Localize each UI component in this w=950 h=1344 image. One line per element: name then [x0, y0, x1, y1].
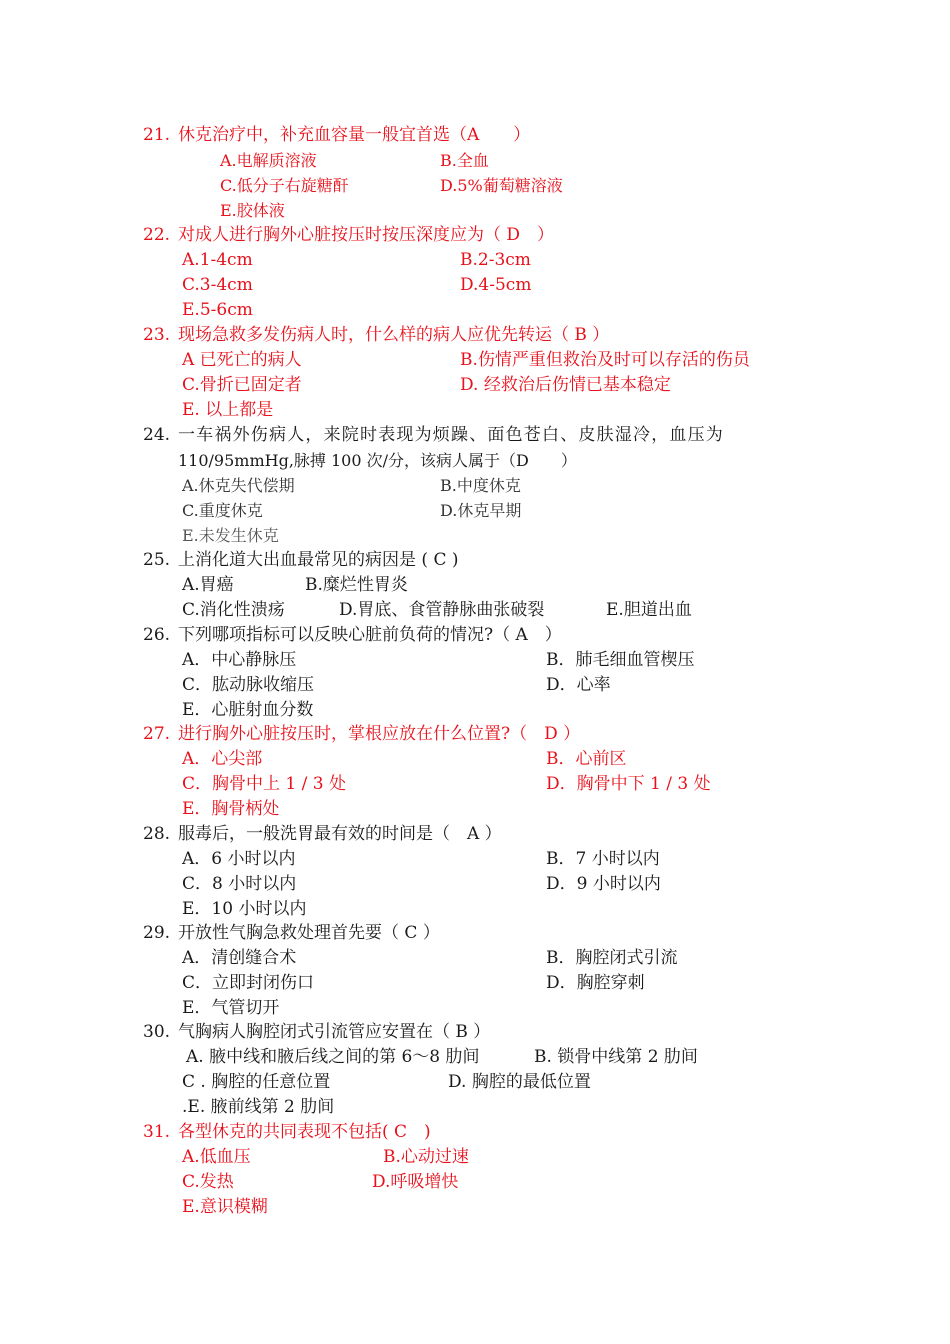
option-d: D.胃底、食管静脉曲张破裂 — [339, 600, 545, 620]
option-b: B.伤情严重但救治及时可以存活的伤员 — [460, 350, 750, 370]
option-a: A．6 小时以内 — [182, 849, 296, 869]
question-26 — [143, 623, 823, 723]
question-25 — [143, 548, 823, 623]
question-stem: 各型休克的共同表现不包括( C ) — [178, 1122, 431, 1142]
option-b: B. 锁骨中线第 2 肋间 — [534, 1047, 698, 1067]
option-b: B.糜烂性胃炎 — [305, 575, 408, 595]
question-number: 25. — [143, 550, 171, 570]
option-e: E．气管切开 — [182, 998, 280, 1018]
option-b: B.2-3cm — [460, 250, 531, 270]
option-a: A．清创缝合术 — [182, 948, 297, 968]
question-stem: 进行胸外心脏按压时，掌根应放在什么位置?（ D ） — [178, 724, 581, 744]
option-c: C．8 小时以内 — [182, 874, 297, 894]
question-stem: 服毒后，一般洗胃最有效的时间是（ A ） — [178, 824, 502, 844]
question-22 — [143, 223, 823, 323]
question-stem: 气胸病人胸腔闭式引流管应安置在（ B ） — [178, 1022, 491, 1042]
question-stem: 开放性气胸急救处理首先要（ C ） — [178, 923, 440, 943]
question-29 — [143, 921, 823, 1021]
question-number: 29. — [143, 923, 171, 943]
option-a: A. 腋中线和腋后线之间的第 6～8 肋间 — [186, 1047, 480, 1067]
option-a: A．中心静脉压 — [182, 650, 297, 670]
question-30 — [143, 1020, 823, 1120]
option-e: E．胸骨柄处 — [182, 799, 280, 819]
question-31 — [143, 1120, 823, 1220]
option-c: C．肱动脉收缩压 — [182, 675, 315, 695]
option-d: D．胸骨中下 1 / 3 处 — [546, 774, 711, 794]
option-d: D．9 小时以内 — [546, 874, 661, 894]
option-c: C.骨折已固定者 — [182, 375, 302, 395]
question-number: 31. — [143, 1122, 171, 1142]
option-c: C.消化性溃疡 — [182, 600, 285, 620]
option-a: A.胃癌 — [182, 575, 234, 595]
question-28 — [143, 822, 823, 922]
option-d: D.呼吸增快 — [372, 1172, 459, 1192]
option-c: C.低分子右旋糖酐 — [220, 176, 349, 195]
question-27 — [143, 722, 823, 822]
option-e: E．心脏射血分数 — [182, 700, 314, 720]
option-b: B.中度休克 — [440, 476, 521, 495]
question-21 — [143, 123, 823, 223]
option-b: B．7 小时以内 — [546, 849, 660, 869]
option-e: E.5-6cm — [182, 300, 253, 320]
option-b: B.心动过速 — [383, 1147, 469, 1167]
option-b: B．胸腔闭式引流 — [546, 948, 678, 968]
option-d: D. 胸腔的最低位置 — [448, 1072, 591, 1092]
option-b: B．肺毛细血管楔压 — [546, 650, 695, 670]
question-number: 22. — [143, 225, 171, 245]
question-stem: 下列哪项指标可以反映心脏前负荷的情况?（ A ） — [178, 625, 562, 645]
question-24 — [143, 423, 823, 548]
option-a: A.低血压 — [182, 1147, 251, 1167]
question-number: 27. — [143, 724, 171, 744]
option-e: E. 以上都是 — [182, 400, 274, 420]
option-e: .E. 腋前线第 2 肋间 — [182, 1097, 335, 1117]
option-d: D. 经救治后伤情已基本稳定 — [460, 375, 671, 395]
question-number: 21. — [143, 125, 171, 145]
option-e: E.未发生休克 — [182, 526, 279, 545]
option-d: D．胸腔穿刺 — [546, 973, 645, 993]
question-23 — [143, 323, 823, 423]
option-e: E.胆道出血 — [606, 600, 692, 620]
option-e: E.胶体液 — [220, 201, 285, 220]
question-stem: 现场急救多发伤病人时，什么样的病人应优先转运（ B ） — [178, 325, 610, 345]
option-c: C.重度休克 — [182, 501, 263, 520]
option-d: D.4-5cm — [460, 275, 532, 295]
question-number: 24. — [143, 425, 171, 445]
question-stem: 休克治疗中，补充血容量一般宜首选（A ） — [178, 125, 531, 145]
question-stem: 一车祸外伤病人，来院时表现为烦躁、面色苍白、皮肤湿冷，血压为 — [178, 425, 724, 445]
option-c: C.3-4cm — [182, 275, 253, 295]
question-stem: 上消化道大出血最常见的病因是 ( C ) — [178, 550, 459, 570]
option-b: B.全血 — [440, 151, 489, 170]
option-a: A 已死亡的病人 — [182, 350, 302, 370]
question-stem: 对成人进行胸外心脏按压时按压深度应为（ D ） — [178, 225, 555, 245]
option-c: C．胸骨中上 1 / 3 处 — [182, 774, 346, 794]
option-b: B．心前区 — [546, 749, 627, 769]
option-c: C．立即封闭伤口 — [182, 973, 315, 993]
option-e: E.意识模糊 — [182, 1197, 268, 1217]
option-a: A．心尖部 — [182, 749, 263, 769]
question-number: 23. — [143, 325, 171, 345]
question-number: 28. — [143, 824, 171, 844]
option-d: D．心率 — [546, 675, 611, 695]
question-stem-continued: 110/95mmHg,脉搏 100 次/分，该病人属于（D ） — [178, 451, 577, 470]
option-a: A.休克失代偿期 — [182, 476, 295, 495]
option-d: D.5%葡萄糖溶液 — [440, 176, 563, 195]
option-a: A.电解质溶液 — [220, 151, 317, 170]
question-number: 26. — [143, 625, 171, 645]
option-c: C . 胸腔的任意位置 — [182, 1072, 331, 1092]
option-a: A.1-4cm — [182, 250, 253, 270]
option-e: E．10 小时以内 — [182, 899, 307, 919]
question-number: 30. — [143, 1022, 171, 1042]
option-c: C.发热 — [182, 1172, 234, 1192]
option-d: D.休克早期 — [440, 501, 522, 520]
